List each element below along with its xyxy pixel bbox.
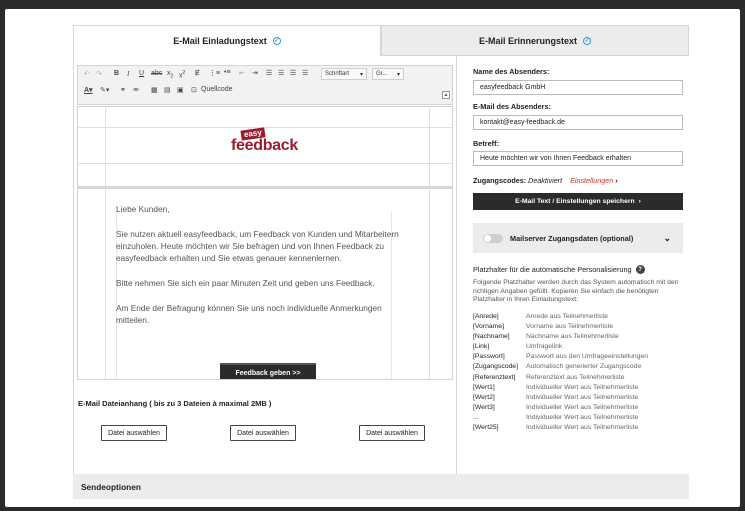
- send-options-section[interactable]: Sendeoptionen: [73, 474, 689, 499]
- tab-invitation-text[interactable]: [73, 25, 381, 56]
- choose-file-button-3[interactable]: Datei auswählen: [359, 425, 425, 441]
- attachment-title: E-Mail Dateianhang ( bis zu 3 Dateien à maximal 2MB ): [78, 399, 272, 408]
- placeholder-row: [473, 332, 648, 342]
- placeholder-key: [Referenztext]: [473, 373, 516, 381]
- check-circle-icon: ✓: [274, 38, 280, 44]
- caret-down-icon: ▾: [359, 71, 363, 78]
- placeholder-title: [473, 265, 645, 274]
- sender-name-label: Name des Absenders:: [473, 67, 550, 76]
- placeholder-value: Umfragelink: [526, 343, 563, 351]
- placeholder-row: [473, 413, 648, 423]
- bullet-list-icon[interactable]: •≡: [224, 69, 231, 76]
- feedback-cta-button[interactable]: Feedback geben >>: [220, 363, 316, 380]
- underline-icon[interactable]: U: [139, 70, 145, 77]
- logo-wordmark: feedback: [231, 137, 298, 154]
- placeholder-key: [Wert2]: [473, 393, 495, 401]
- placeholder-value: Anrede aus Teilnehmerliste: [526, 313, 608, 320]
- easyfeedback-logo: [231, 129, 303, 155]
- placeholder-row: [473, 403, 648, 413]
- placeholder-key: [Anrede]: [473, 313, 499, 320]
- placeholder-key: [Wert3]: [473, 403, 495, 411]
- placeholder-value: Nachname aus Teilnehmerliste: [526, 333, 619, 341]
- bold-icon[interactable]: B: [114, 70, 120, 77]
- font-family-select[interactable]: [321, 68, 367, 80]
- font-size-select[interactable]: [372, 68, 404, 80]
- placeholder-key: [Passwort]: [473, 353, 505, 361]
- placeholder-value: Individueller Wert aus Teilnehmerliste: [526, 403, 639, 411]
- email-greeting: Liebe Kunden,: [116, 204, 170, 214]
- text-color-icon[interactable]: A▾: [84, 87, 93, 94]
- align-left-icon[interactable]: ☰: [266, 70, 273, 77]
- caret-down-icon: ▾: [396, 71, 400, 78]
- source-code-label[interactable]: Quellcode: [201, 86, 233, 93]
- align-center-icon[interactable]: ☰: [278, 70, 285, 77]
- tab-invitation-label: E-Mail Einladungstext: [173, 36, 267, 46]
- font-family-value: Schriftart: [325, 71, 350, 77]
- sender-email-input[interactable]: kontakt@easy-feedback.de: [473, 115, 683, 130]
- unlink-icon[interactable]: ⚮: [133, 87, 139, 94]
- editor-toolbar: [77, 65, 453, 105]
- mailserver-panel[interactable]: [473, 223, 683, 253]
- page: [5, 9, 740, 507]
- placeholder-value: Automatisch generierter Zugangscode: [526, 363, 642, 371]
- highlight-color-icon[interactable]: ✎▾: [100, 87, 110, 94]
- source-code-icon[interactable]: ⊡: [191, 87, 197, 94]
- placeholder-key: [Wert1]: [473, 383, 495, 391]
- redo-icon[interactable]: ↷: [96, 71, 102, 78]
- align-justify-icon[interactable]: ☰: [302, 70, 309, 77]
- placeholder-key: ...: [473, 413, 479, 421]
- placeholder-key: [Zugangscode]: [473, 363, 518, 371]
- placeholder-row: [473, 312, 648, 322]
- placeholder-table: [473, 312, 648, 433]
- placeholder-row: [473, 423, 648, 433]
- placeholder-row: [473, 352, 648, 362]
- tab-reminder-text[interactable]: [381, 25, 689, 56]
- mailserver-label: Mailserver Zugangsdaten (optional): [510, 233, 634, 243]
- email-paragraph-3: Am Ende der Befragung können Sie uns noch individuelle Anmerkungen mitteilen.: [116, 303, 382, 325]
- placeholder-value: Individueller Wert aus Teilnehmerliste: [526, 413, 639, 421]
- placeholder-value: Individueller Wert aus Teilnehmerliste: [526, 424, 639, 432]
- placeholder-value: Referenztext aus Teilnehmerliste: [526, 373, 625, 381]
- placeholder-row: [473, 342, 648, 352]
- subject-input[interactable]: Heute möchten wir von Ihnen Feedback erhalten: [473, 151, 683, 166]
- help-icon[interactable]: ?: [636, 265, 645, 274]
- sender-email-label: E-Mail des Absenders:: [473, 102, 551, 111]
- email-body: [116, 203, 416, 339]
- mailserver-toggle[interactable]: [483, 234, 503, 243]
- chevron-right-icon: ›: [638, 198, 641, 205]
- outdent-icon[interactable]: ⇤: [239, 70, 245, 77]
- clear-format-icon[interactable]: Ɇ: [195, 70, 200, 77]
- logo-badge: easy: [240, 127, 265, 140]
- font-size-value: Gr...: [376, 71, 388, 77]
- chevron-right-icon: ›: [615, 176, 618, 185]
- subscript-icon[interactable]: $x_2$: [167, 70, 174, 80]
- strikethrough-icon[interactable]: abc: [151, 70, 163, 77]
- placeholder-row: [473, 393, 648, 403]
- placeholder-key: [Link]: [473, 343, 490, 351]
- check-circle-icon: ✓: [584, 37, 590, 44]
- placeholder-value: Passwort aus den Umfrageeinstellungen: [526, 353, 649, 361]
- save-button-label: E-Mail Text / Einstellungen speichern: [515, 198, 635, 205]
- email-paragraph-1: Sie nutzen aktuell easyfeedback, um Feedback von Kunden und Mitarbeitern einzuholen. Heute möchten wir Sie befragen und von Ihnen Feedback zu easyfeedback erhalten und Sie etwas genauer kennenlernen.: [116, 229, 399, 263]
- access-settings-link[interactable]: Einstellungen: [570, 176, 614, 185]
- placeholder-key: [Vorname]: [473, 323, 504, 331]
- placeholder-value: Individueller Wert aus Teilnehmerliste: [526, 393, 639, 401]
- placeholder-key: [Wert25]: [473, 424, 499, 432]
- placeholder-row: [473, 322, 648, 332]
- save-button[interactable]: [473, 193, 683, 210]
- numbered-list-icon[interactable]: ⋮≡: [209, 70, 221, 77]
- email-paragraph-2: Bitte nehmen Sie sich ein paar Minuten Zeit und geben uns Feedback.: [116, 278, 375, 288]
- placeholder-row: [473, 373, 648, 383]
- link-icon[interactable]: ⚭: [120, 87, 126, 94]
- tab-reminder-label: E-Mail Erinnerungstext: [478, 35, 577, 46]
- indent-icon[interactable]: ⇥: [252, 70, 258, 77]
- italic-icon[interactable]: I: [127, 70, 130, 78]
- superscript-icon[interactable]: $x^2$: [179, 70, 186, 80]
- undo-icon[interactable]: ↶: [84, 71, 90, 78]
- sender-name-input[interactable]: easyfeedback GmbH: [473, 80, 683, 95]
- placeholder-row: [473, 362, 648, 372]
- placeholder-title-text: Platzhalter für die automatische Personalisierung: [473, 265, 632, 274]
- choose-file-button-1[interactable]: Datei auswählen: [101, 425, 167, 441]
- access-codes: [473, 176, 618, 185]
- placeholder-value: Vorname aus Teilnehmerliste: [526, 323, 614, 331]
- subject-label: Betreff:: [473, 139, 499, 148]
- access-codes-status: Deaktiviert: [528, 176, 563, 185]
- table-icon[interactable]: ▦: [151, 87, 158, 94]
- choose-file-button-2[interactable]: Datei auswählen: [230, 425, 296, 441]
- placeholder-description: Folgende Platzhalter werden durch das System automatisch mit den richtigen Angaben gefüllt. Kopieren Sie einfach die benötigten Platzhalter in Ihren Einladungstext:: [473, 279, 679, 304]
- email-editor-content[interactable]: [77, 106, 453, 380]
- placeholder-key: [Nachname]: [473, 333, 510, 341]
- access-codes-label: Zugangscodes:: [473, 176, 527, 185]
- image-icon[interactable]: ▣: [177, 87, 184, 94]
- placeholder-row: [473, 383, 648, 393]
- chevron-down-icon[interactable]: ⌄: [663, 232, 671, 243]
- collapse-toolbar-icon[interactable]: ▲: [443, 92, 449, 98]
- align-right-icon[interactable]: ☰: [290, 70, 297, 77]
- placeholder-value: Individueller Wert aus Teilnehmerliste: [526, 383, 639, 391]
- horizontal-rule-icon[interactable]: ▤: [164, 87, 171, 94]
